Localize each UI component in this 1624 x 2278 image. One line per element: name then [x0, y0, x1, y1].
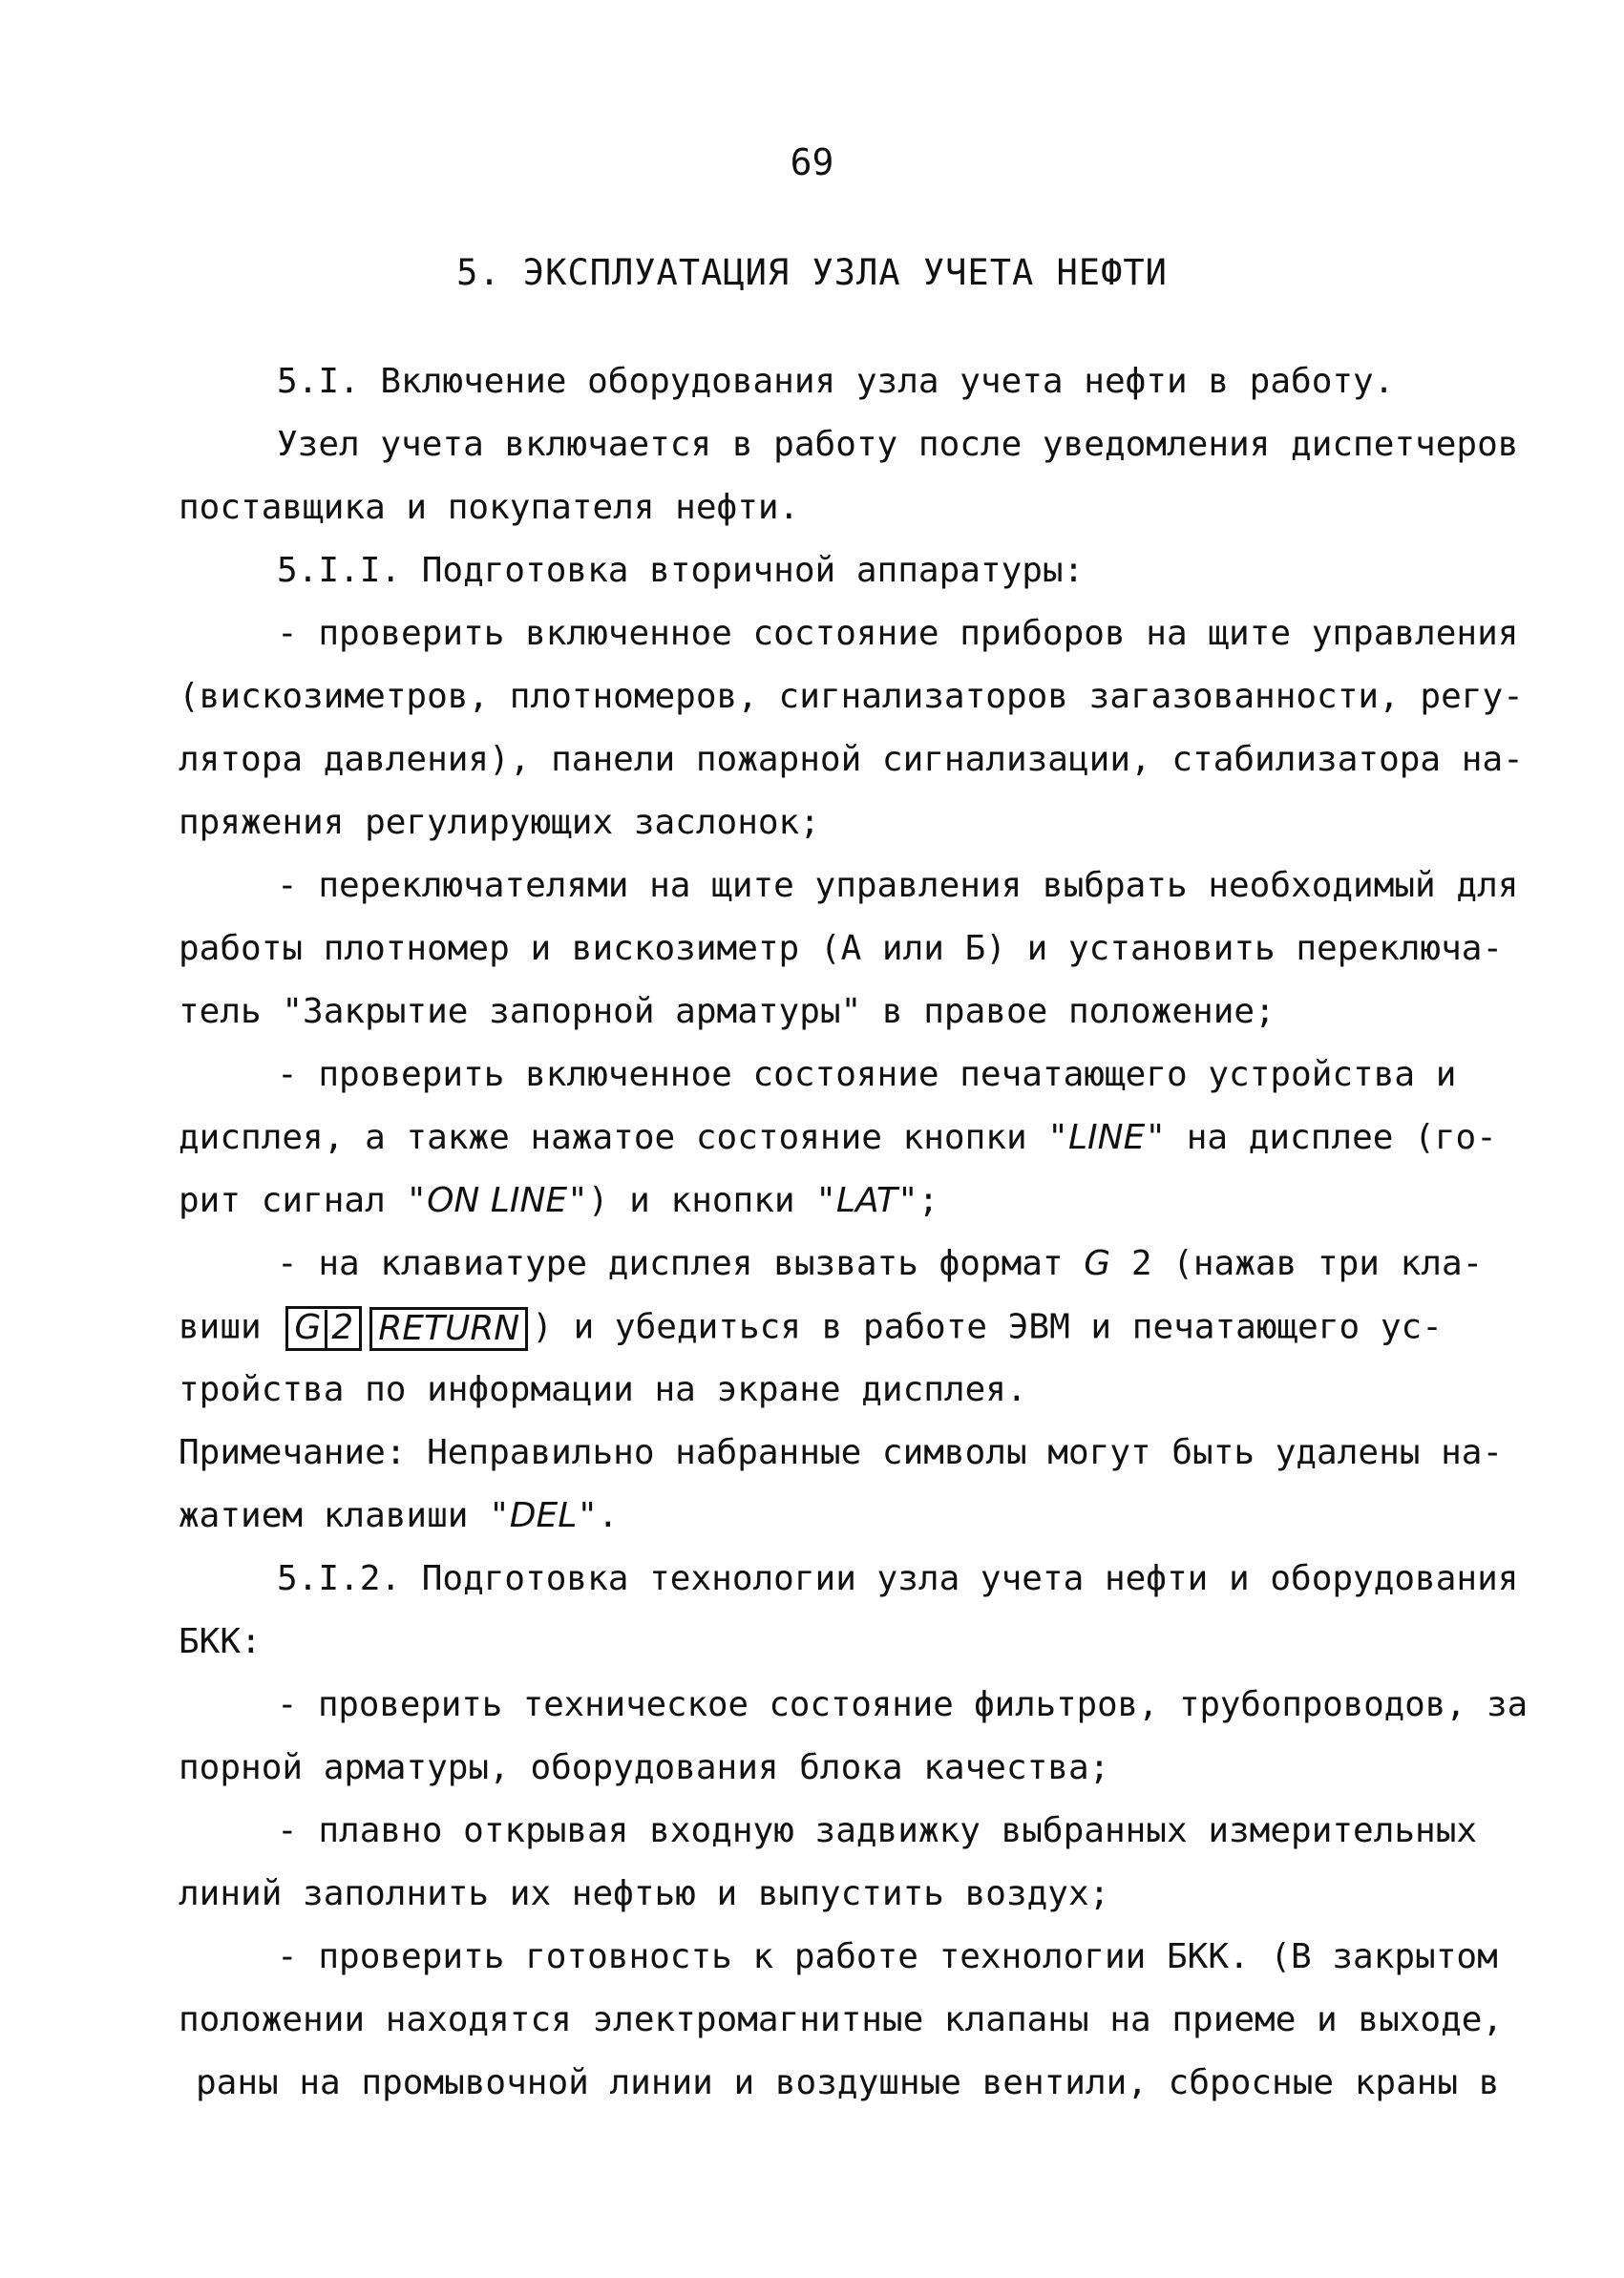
list-item-line: тройства по информации на экране дисплея.	[179, 1370, 1027, 1409]
text-segment: - на клавиатуре дисплея вызвать формат	[277, 1244, 1085, 1283]
list-item-line: - проверить включенное состояние приборов на щите управления	[277, 614, 1519, 653]
list-item-line: работы плотномер и вискозиметр (А или Б) и установить переключа-	[179, 929, 1504, 968]
key-label-return: RETURN	[378, 1308, 520, 1348]
list-item-line	[179, 1180, 939, 1222]
text-segment: дисплея, а также нажатое состояние кнопки "	[179, 1118, 1068, 1157]
text-segment: ";	[896, 1181, 939, 1220]
handwritten-signal-label: ON LINE	[427, 1181, 568, 1220]
list-item-line: линий заполнить их нефтью и выпустить воздух;	[179, 1874, 1110, 1913]
list-item-line	[179, 1117, 1497, 1159]
text-segment: виши	[179, 1307, 283, 1347]
list-item-line: - переключателями на щите управления выбрать необходимый для	[277, 866, 1519, 905]
key-box-g2	[285, 1306, 362, 1351]
list-item-line: пряжения регулирующих заслонок;	[179, 803, 820, 842]
list-item-line: порной арматуры, оборудования блока качества;	[179, 1748, 1110, 1787]
key-divider	[325, 1310, 327, 1348]
list-item-line: тель "Закрытие запорной арматуры" в правое положение;	[179, 992, 1276, 1031]
list-item-line	[179, 1306, 1443, 1351]
paragraph-line: поставщика и покупателя нефти.	[179, 488, 800, 527]
text-segment: рит сигнал "	[179, 1181, 428, 1220]
text-segment: ") и кнопки "	[567, 1181, 836, 1220]
handwritten-key-label: LAT	[835, 1181, 897, 1220]
key-label-g: G	[294, 1308, 322, 1347]
list-item-line	[277, 1243, 1483, 1285]
subsection-5-1-heading: 5.I. Включение оборудования узла учета нефти в работу.	[277, 362, 1395, 401]
text-segment: " на дисплее (го-	[1145, 1118, 1497, 1157]
handwritten-key-label: DEL	[509, 1496, 578, 1535]
list-item-line: (вискозиметров, плотномеров, сигнализаторов загазованности, регу-	[179, 677, 1524, 716]
list-item-line: - проверить техническое состояние фильтров, трубопроводов, за	[277, 1685, 1529, 1724]
text-segment: ".	[577, 1496, 619, 1535]
note-line	[179, 1495, 619, 1537]
text-segment: 2 (нажав три кла-	[1110, 1244, 1484, 1283]
list-item-line: - проверить готовность к работе технологии БКК. (В закрытом	[277, 1937, 1498, 1976]
list-item-line: лятора давления), панели пожарной сигнализации, стабилизатора на-	[179, 740, 1524, 779]
note-line: Примечание: Неправильно набранные символы могут быть удалены на-	[179, 1433, 1504, 1472]
key-box-return	[369, 1307, 528, 1351]
subsection-5-1-1-heading: 5.I.I. Подготовка вторичной аппаратуры:	[277, 551, 1085, 590]
page-number: 69	[790, 141, 834, 183]
list-item-line: раны на промывочной линии и воздушные вентили, сбросные краны в	[196, 2063, 1500, 2102]
subsection-5-1-2-heading: БКК:	[179, 1622, 262, 1661]
list-item-line: - плавно открывая входную задвижку выбранных измерительных	[277, 1811, 1478, 1850]
handwritten-format-label: G	[1084, 1244, 1111, 1283]
text-segment: ) и убедиться в работе ЭВМ и печатающего ус-	[532, 1307, 1443, 1347]
list-item-line: положении находятся электромагнитные клапаны на приеме и выходе,	[179, 2000, 1504, 2039]
paragraph-line: Узел учета включается в работу после уведомления диспетчеров	[277, 425, 1519, 464]
section-title: 5. ЭКСПЛУАТАЦИЯ УЗЛА УЧЕТА НЕФТИ	[456, 252, 1168, 293]
list-item-line: - проверить включенное состояние печатающего устройства и	[277, 1055, 1457, 1094]
key-label-2: 2	[331, 1308, 354, 1347]
handwritten-key-label: LINE	[1067, 1118, 1146, 1157]
text-segment: жатием клавиши "	[179, 1496, 510, 1535]
subsection-5-1-2-heading: 5.I.2. Подготовка технологии узла учета нефти и оборудования	[277, 1559, 1519, 1598]
